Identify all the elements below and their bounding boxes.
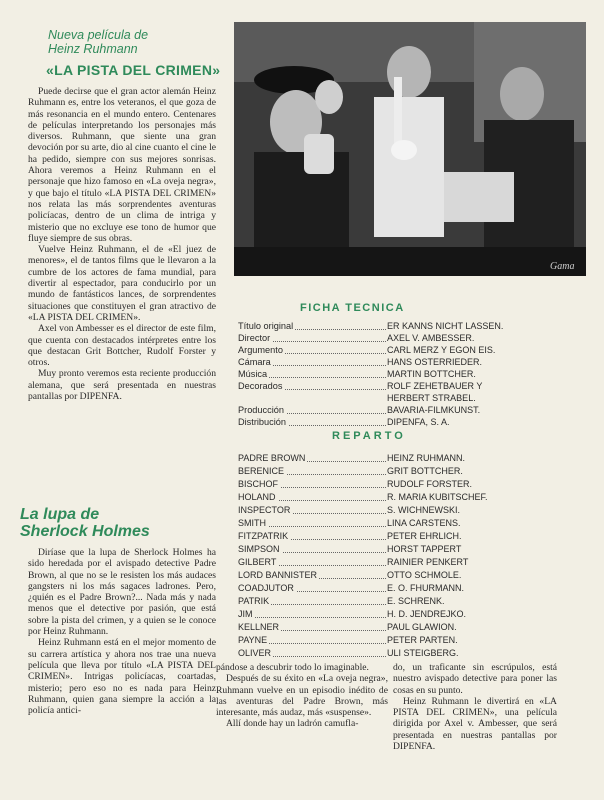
article-1-paragraph: Vuelve Heinz Ruhmann, el de «El juez de menores», el de tantos films que le llevaron a la cumbre de los actores de fama mundial, para divertir al espectador, para conducirlo por un mundo de fantásticos lances, de sorprendentes situaciones que constituyen el gran atractivo de «LA PISTA DEL CRIMEN». [28,244,216,323]
cast-row: OLIVER ULI STEIGBERG. [238,648,459,658]
ficha-row: Distribución DIPENFA, S. A. [238,417,450,427]
cast-row: COADJUTOR E. O. FHURMANN. [238,583,465,593]
ficha-row: Argumento CARL MERZ Y EGON EIS. [238,345,496,355]
ficha-row: Música MARTIN BOTTCHER. [238,369,476,379]
cast-row: GILBERT RAINIER PENKERT [238,557,469,567]
photo-credit: Gama [550,261,575,272]
article-2-continuation: do, un traficante sin escrúpulos, está nuestro avispado detective para poner las cosas en su punto. [393,662,557,696]
article-2-paragraph: Heinz Ruhmann le divertirá en «LA PISTA DEL CRIMEN», una película dirigida por Axel v. Ambesser, que será presentada en nuestras pantallas por DIPENFA. [393,695,557,753]
cast-row: BISCHOF RUDOLF FORSTER. [238,479,473,489]
article-1-paragraph: Axel von Ambesser es el director de este film, que cuenta con destacados intérpretes entre los que destacan Grit Bottcher, Rudolf Forster y otros. [28,323,216,369]
cast-row: PAYNE PETER PARTEN. [238,635,458,645]
film-still-image [234,22,586,276]
section-title-sherlock [20,506,150,540]
cast-row: KELLNER PAUL GLAWION. [238,622,457,632]
article-2-continuation: pándose a descubrir todo lo imaginable. [216,662,369,673]
article-2-paragraph: Heinz Ruhmann está en el mejor momento de su carrera artística y ahora nos trae una nueva película que lleva por título «LA PISTA DEL CRIMEN». Intrigas policíacas, coartadas, misterio; pero eso no es nada para Heinz Ruhmann, quien gana siempre la acción a la policía antici- [28,637,216,717]
ficha-row: Producción BAVARIA-FILMKUNST. [238,405,481,415]
article-2-paragraph: Diríase que la lupa de Sherlock Holmes ha sido heredada por el avispado detective Padre Brown, al que no se le resisten los más audaces gangsters ni los más sagaces ladrones. Pero, ¿quién es el Padre Brown?... Nada más y nada menos que el detective por pasión, que está sobre la pista del crimen, y a quien se le conoce por Heinz Ruhmann. [28,547,216,638]
ficha-row: Cámara HANS OSTERRIEDER. [238,357,483,367]
ficha-row: HERBERT STRABEL. [387,393,476,403]
cast-row: JIM H. D. JENDREJKO. [238,609,467,619]
article-2-col-3 [393,662,557,752]
pre-title-line-2: Heinz Ruhmann [48,42,138,56]
section-title-line-2: Sherlock Holmes [20,523,150,540]
ficha-tecnica-heading: FICHA TECNICA [300,302,405,314]
article-2-col-1 [28,547,216,716]
article-1-paragraph: Puede decirse que el gran actor alemán Heinz Ruhmann es, entre los veteranos, el que goza de más resonancia en el mundo entero. Centenares de películas interpretando los personajes más diversos. Ruhmann, que siente una gran devoción por su arte, dio al cine cuanto el cine le ha pedido, siempre con sus mejores sonrisas. Ahora veremos a Heinz Ruhmann en el personaje que hizo famoso en «La oveja negra», y que bajo el título «LA PISTA DEL CRIMEN» nos relata las más sorprendentes aventuras policíacas, dentro de un clima de intriga y misterio que no excluye ese tono de humor que fluye siempre de sus obras. [28,86,216,244]
cast-row: SIMPSON HORST TAPPERT [238,544,462,554]
cast-row: FITZPATRIK PETER EHRLICH. [238,531,462,541]
cast-row: INSPECTOR S. WICHNEWSKI. [238,505,461,515]
ficha-row: Decorados ROLF ZEHETBAUER Y [238,381,483,391]
article-1-body [28,86,216,402]
ficha-row: Título original ER KANNS NICHT LASSEN. [238,321,504,331]
article-2-paragraph: Allí donde hay un ladrón camufla- [226,718,359,730]
ficha-row: Director AXEL V. AMBESSER. [238,333,475,343]
cast-row: LORD BANNISTER OTTO SCHMOLE. [238,570,462,580]
article-1-paragraph: Muy pronto veremos esta reciente producción alemana, que será presentada en nuestras pantallas por DIPENFA. [28,368,216,403]
film-still-photo [234,22,586,276]
cast-row: SMITH LINA CARSTENS. [238,518,461,528]
reparto-heading: REPARTO [332,430,406,442]
cast-row: BERENICE GRIT BOTTCHER. [238,466,463,476]
pre-title [48,28,148,56]
cast-row: PADRE BROWN HEINZ RUHMANN. [238,453,465,463]
cast-row: HOLAND R. MARIA KUBITSCHEF. [238,492,488,502]
article-2-paragraph: Después de su éxito en «La oveja negra», Ruhmann vuelve en un episodio inédito de las aventuras del Padre Brown, más interesante, más audaz, más «suspense». [216,673,388,719]
article-title: «LA PISTA DEL CRIMEN» [46,62,221,78]
article-2-col-2 [216,662,388,730]
section-title-line-1: La lupa de [20,506,100,523]
pre-title-line-1: Nueva película de [48,28,149,42]
cast-row: PATRIK E. SCHRENK. [238,596,445,606]
